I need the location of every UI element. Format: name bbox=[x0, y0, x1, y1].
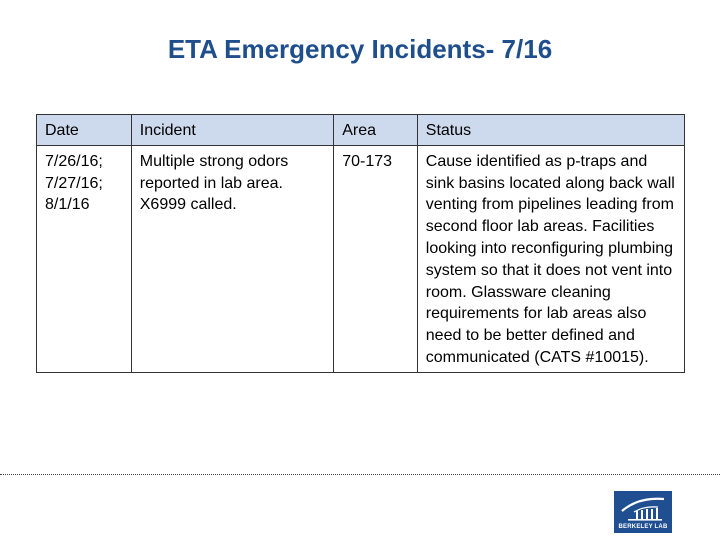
berkeley-lab-logo bbox=[614, 491, 672, 533]
header-area: Area bbox=[334, 115, 418, 146]
header-status: Status bbox=[417, 115, 684, 146]
cell-area: 70-173 bbox=[334, 145, 418, 372]
footer-divider bbox=[0, 474, 720, 475]
header-incident: Incident bbox=[131, 115, 333, 146]
table-row bbox=[37, 145, 685, 372]
table-header-row bbox=[37, 115, 685, 146]
cell-status: Cause identified as p-traps and sink basins located along back wall venting from pipelines leading from second floor lab areas. Facilities looking into reconfiguring plumbing system so that it does not vent into room. Glassware cleaning requirements for lab areas also need to be better defined and communicated (CATS #10015). bbox=[417, 145, 684, 372]
header-date: Date bbox=[37, 115, 132, 146]
cell-incident: Multiple strong odors reported in lab area. X6999 called. bbox=[131, 145, 333, 372]
incidents-table bbox=[36, 114, 685, 373]
logo-text: BERKELEY LAB bbox=[618, 524, 668, 530]
cell-date: 7/26/16; 7/27/16; 8/1/16 bbox=[37, 145, 132, 372]
slide-title: ETA Emergency Incidents- 7/16 bbox=[167, 34, 553, 64]
